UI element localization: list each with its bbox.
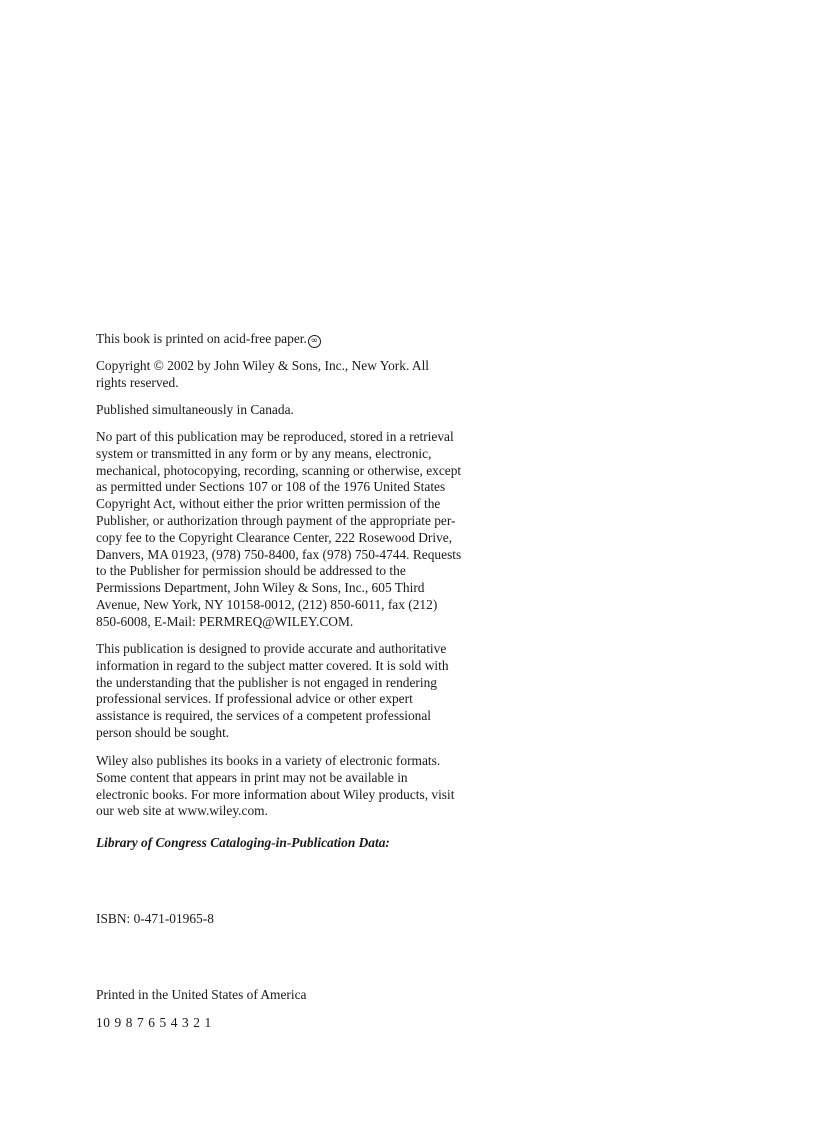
disclaimer-line: professional services. If professional advice or other expert: [96, 691, 413, 707]
electronic-line: our web site at www.wiley.com.: [96, 803, 268, 819]
infinity-paper-icon: ∞: [308, 335, 321, 348]
electronic-line: Some content that appears in print may not be available in: [96, 769, 408, 785]
printed-in: [96, 987, 541, 1004]
permissions-line: system or transmitted in any form or by any means, electronic,: [96, 445, 432, 461]
permissions-line: copy fee to the Copyright Clearance Center, 222 Rosewood Drive,: [96, 529, 453, 545]
permissions-line: Publisher, or authorization through payment of the appropriate per-: [96, 512, 456, 528]
permissions-line: Avenue, New York, NY 10158-0012, (212) 850-6011, fax (212): [96, 596, 438, 612]
disclaimer-paragraph: [96, 641, 541, 742]
printed-in-text: Printed in the United States of America: [96, 987, 307, 1002]
published-text: Published simultaneously in Canada.: [96, 402, 294, 417]
cip-heading: [96, 835, 541, 852]
permissions-line: mechanical, photocopying, recording, scanning or otherwise, except: [96, 462, 462, 478]
permissions-line: to the Publisher for permission should be addressed to the: [96, 563, 406, 579]
cip-heading-text: Library of Congress Cataloging-in-Publication Data:: [96, 835, 390, 850]
isbn-text: ISBN: 0-471-01965-8: [96, 911, 214, 926]
printing-number-text: 10 9 8 7 6 5 4 3 2 1: [96, 1015, 212, 1030]
isbn: [96, 911, 541, 928]
copyright-statement: [96, 358, 541, 392]
permissions-line: 850-6008, E-Mail: PERMREQ@WILEY.COM.: [96, 613, 354, 629]
disclaimer-line: person should be sought.: [96, 724, 230, 740]
printing-number-line: [96, 1015, 541, 1032]
permissions-line: Permissions Department, John Wiley & Sons, Inc., 605 Third: [96, 580, 425, 596]
copyright-line: Copyright © 2002 by John Wiley & Sons, Inc., New York. All: [96, 358, 430, 373]
permissions-line: Danvers, MA 01923, (978) 750-8400, fax (978) 750-4744. Requests: [96, 546, 462, 562]
permissions-line: No part of this publication may be reproduced, stored in a retrieval: [96, 429, 454, 444]
electronic-formats-paragraph: [96, 753, 541, 820]
permissions-paragraph: [96, 429, 541, 631]
permissions-line: Copyright Act, without either the prior written permission of the: [96, 496, 441, 512]
disclaimer-line: assistance is required, the services of a competent professional: [96, 708, 432, 724]
disclaimer-line: This publication is designed to provide accurate and authoritative: [96, 641, 447, 656]
electronic-line: Wiley also publishes its books in a variety of electronic formats.: [96, 753, 441, 768]
acid-free-text: This book is printed on acid-free paper.: [96, 331, 307, 346]
acid-free-notice: [96, 331, 541, 348]
disclaimer-line: information in regard to the subject matter covered. It is sold with: [96, 657, 449, 673]
published-canada: [96, 402, 541, 419]
permissions-line: as permitted under Sections 107 or 108 of the 1976 United States: [96, 479, 446, 495]
disclaimer-line: the understanding that the publisher is not engaged in rendering: [96, 674, 438, 690]
electronic-line: electronic books. For more information about Wiley products, visit: [96, 786, 455, 802]
copyright-line: rights reserved.: [96, 374, 179, 390]
